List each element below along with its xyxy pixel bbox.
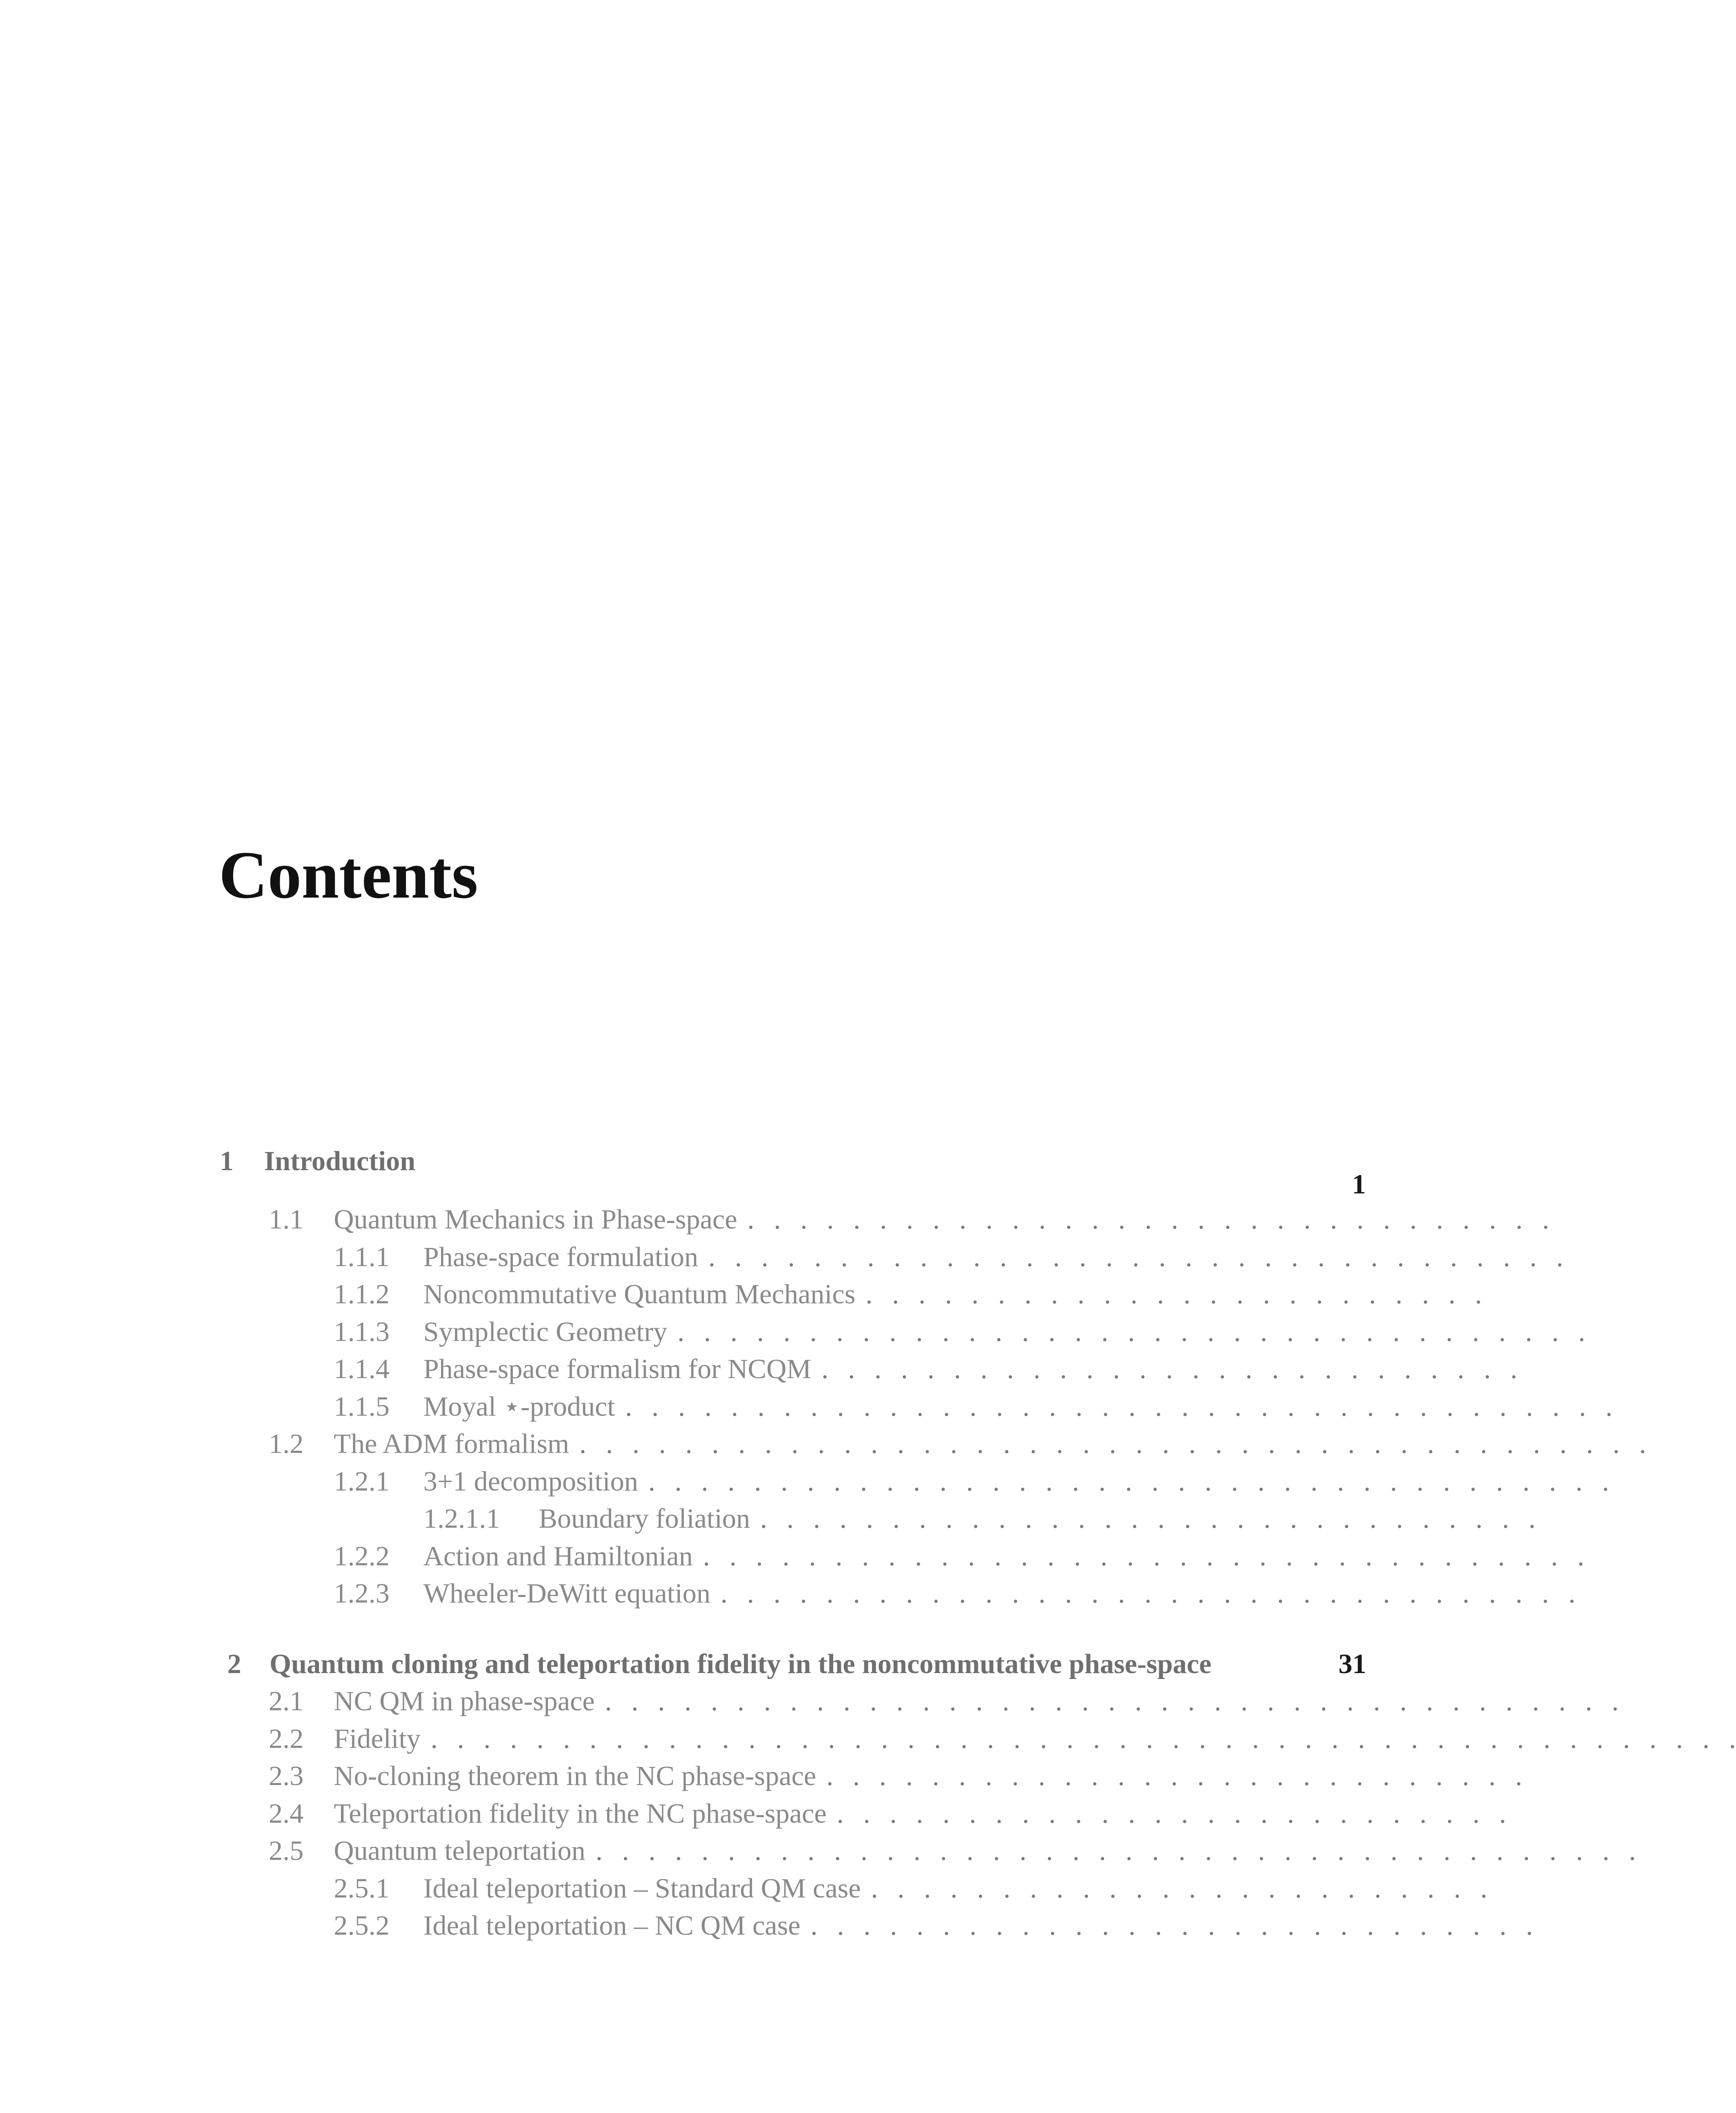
dot-leader: . . . . . . . . . . . . . . . . . . . . . . . . [865,1279,1482,1310]
dot-leader: . . . . . . . . . . . . . . . . . . . . . . . . . . . . [810,1910,1533,1941]
dot-leader: . . . . . . . . . . . . . . . . . . . . . . . . . . . . . . . [747,1204,1549,1235]
section-number: 2.4 [269,1798,304,1829]
section-number: 1.2.2 [334,1540,390,1572]
section-number: 1.1.5 [334,1391,390,1422]
dot-leader: . . . . . . . . . . . . . . . . . . . . . . . . . . . . . . [760,1503,1536,1534]
section-number: 2.5 [269,1835,304,1866]
dot-leader: . . . . . . . . . . . . . . . . . . . . . . . . . . . . . . . . . [708,1241,1563,1272]
section-number: 2.1 [269,1686,304,1717]
section-title: Fidelity [334,1723,421,1754]
dot-leader: . . . . . . . . . . . . . . . . . . . . . . . . . . . . . . . . . . . . . . . . . . . . . . . . . . [431,1723,1736,1754]
chapter-number: 1 [220,1146,234,1177]
dot-leader: . . . . . . . . . . . . . . . . . . . . . . . . . . . [826,1761,1522,1791]
dot-leader: . . . . . . . . . . . . . . . . . . . . . . . . . . . . . . . . . . . . . . . . [595,1835,1636,1866]
dot-leader: . . . . . . . . . . . . . . . . . . . . . . . . . . . . . . . . . . . . . . [625,1391,1613,1422]
dot-leader: . . . . . . . . . . . . . . . . . . . . . . . . . . . . . . . . . . . [677,1316,1586,1347]
section-title: Quantum Mechanics in Phase-space [334,1204,737,1235]
section-title: Wheeler-DeWitt equation [423,1578,711,1609]
dot-leader: . . . . . . . . . . . . . . . . . . . . . . . . . . . . . . . . . . . . . . . [605,1686,1619,1717]
section-title: Quantum teleportation [334,1835,586,1866]
section-number: 1.1.1 [334,1241,390,1272]
dot-leader: . . . . . . . . . . . . . . . . . . . . . . . . . . . . . . . . . . . . . [648,1466,1609,1497]
section-title: 3+1 decomposition [423,1466,638,1497]
section-title: Phase-space formalism for NCQM [423,1354,812,1384]
dot-leader: . . . . . . . . . . . . . . . . . . . . . . . . . . . . . . . . . [720,1578,1575,1609]
section-title: Boundary foliation [539,1503,750,1534]
page-title: Contents [219,837,478,912]
section-title: No-cloning theorem in the NC phase-space [334,1761,816,1791]
section-number: 1.1.4 [334,1354,390,1384]
section-number: 2.3 [269,1761,304,1791]
dot-leader: . . . . . . . . . . . . . . . . . . . . . . . . . . . . . . . . . . [703,1540,1584,1572]
section-number: 1.1.3 [334,1316,390,1347]
chapter-page-number: 31 [1338,1649,1366,1679]
chapter-number: 2 [227,1649,241,1679]
section-number: 1.2.1.1 [423,1503,500,1534]
section-title: NC QM in phase-space [334,1686,595,1717]
section-title: The ADM formalism [334,1428,570,1459]
dot-leader: . . . . . . . . . . . . . . . . . . . . . . . . [871,1873,1488,1904]
section-title: Action and Hamiltonian [423,1540,693,1572]
section-title: Ideal teleportation – NC QM case [423,1910,801,1941]
chapter-page-number: 1 [1352,1169,1366,1200]
section-title: Noncommutative Quantum Mechanics [423,1279,856,1310]
section-number: 2.5.1 [334,1873,390,1904]
section-title: Moyal ⋆-product [423,1391,615,1422]
dot-leader: . . . . . . . . . . . . . . . . . . . . . . . . . . . [821,1354,1518,1384]
dot-leader: . . . . . . . . . . . . . . . . . . . . . . . . . . [837,1798,1506,1829]
chapter-title: Introduction [264,1146,416,1177]
chapter-title: Quantum cloning and teleportation fidelity in the noncommutative phase-space [270,1649,1212,1679]
section-number: 1.1.2 [334,1279,390,1310]
section-title: Ideal teleportation – Standard QM case [423,1873,861,1904]
section-number: 1.2.3 [334,1578,390,1609]
dot-leader: . . . . . . . . . . . . . . . . . . . . . . . . . . . . . . . . . . . . . . . . . [579,1428,1646,1459]
section-number: 2.5.2 [334,1910,390,1941]
section-number: 1.1 [269,1204,304,1235]
section-title: Teleportation fidelity in the NC phase-space [334,1798,827,1829]
section-number: 2.2 [269,1723,304,1754]
section-title: Phase-space formulation [423,1241,698,1272]
section-number: 1.2.1 [334,1466,390,1497]
section-title: Symplectic Geometry [423,1316,668,1347]
section-number: 1.2 [269,1428,304,1459]
